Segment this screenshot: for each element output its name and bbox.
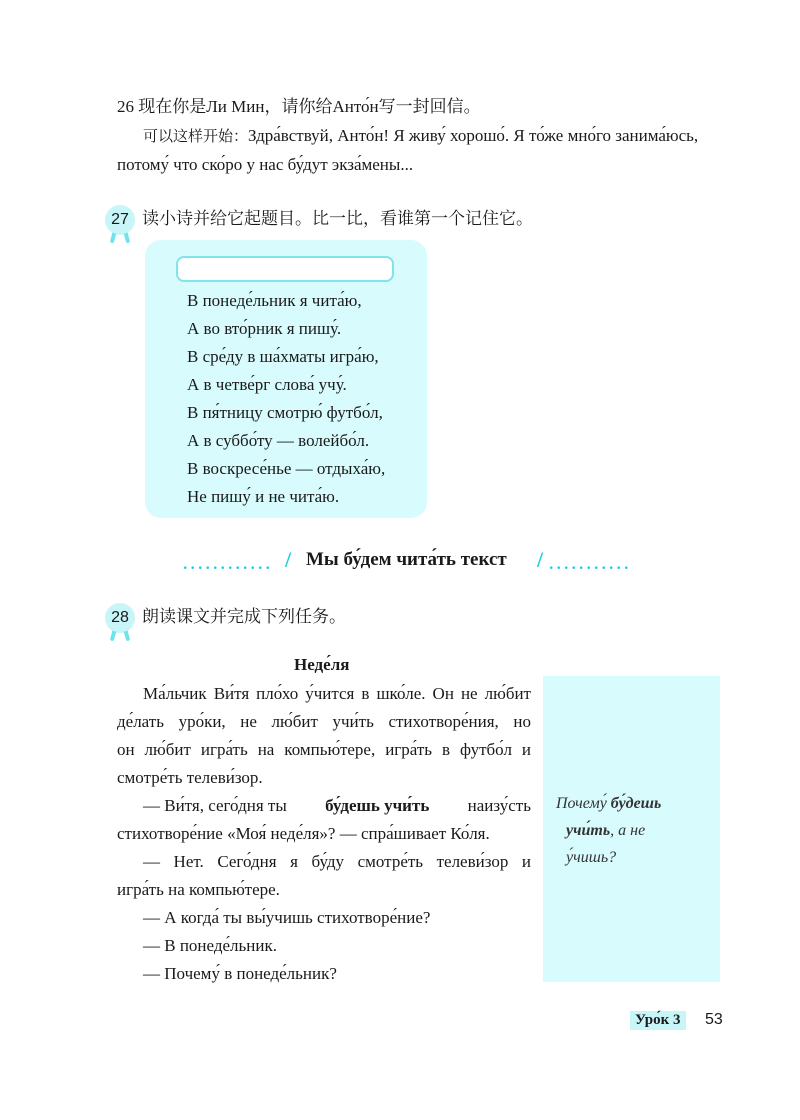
dialog-p2-bold: бу́дешь учи́ть bbox=[325, 796, 430, 815]
page-number: 53 bbox=[705, 1011, 723, 1028]
footer-lesson-label: Уро́к 3 bbox=[630, 1011, 686, 1030]
text-line: — В понеде́льник. bbox=[143, 936, 277, 955]
section-title: Мы бу́дем чита́ть текст bbox=[306, 549, 507, 570]
text-line: — Нет. Сего́дня я бу́ду смотре́ть телеви́зор и bbox=[143, 852, 531, 871]
poem-line: Не пишу́ и не чита́ю. bbox=[187, 487, 340, 506]
task26-line2 bbox=[143, 126, 698, 146]
text-line: — Почему́ в понеде́льник? bbox=[143, 964, 337, 983]
task26-number: 26 bbox=[117, 97, 134, 116]
text-line: он лю́бит игра́ть на компью́тере, игра́ть в футбо́л и bbox=[117, 740, 531, 759]
note-text: , а не bbox=[610, 822, 646, 839]
poem-line: В понеде́льник я чита́ю, bbox=[187, 291, 362, 310]
task28-instruction: 朗读课文并完成下列任务。 bbox=[142, 607, 346, 627]
text-line: де́лать уро́ки, не лю́бит учи́ть стихотворе́ния, но bbox=[117, 712, 531, 731]
task26-cn-part3: 写一封回信。 bbox=[378, 97, 481, 117]
text-line: Ма́льчик Ви́тя пло́хо у́чится в шко́ле. Он не лю́бит bbox=[143, 684, 531, 703]
task26-name1: Ли Мин bbox=[206, 97, 265, 116]
note-bold: учи́ть bbox=[566, 822, 611, 839]
task26-cn-part2: ，请你给 bbox=[264, 97, 333, 117]
grammar-note-line3: у́чишь? bbox=[566, 849, 617, 866]
poem-line: В пя́тницу смотрю́ футбо́л, bbox=[187, 403, 383, 422]
poem-title-field[interactable] bbox=[176, 256, 394, 282]
section-slash-left: / bbox=[285, 547, 292, 572]
task26-cn-part1: 现在你是 bbox=[138, 97, 207, 117]
task28-number: 28 bbox=[111, 609, 129, 626]
grammar-note-line2 bbox=[566, 822, 645, 840]
task26-line1 bbox=[117, 97, 481, 117]
poem-line: А в суббо́ту — волейбо́л. bbox=[187, 431, 370, 450]
text-line bbox=[143, 796, 531, 816]
section-dots-left: ............ bbox=[183, 549, 273, 574]
task28-badge bbox=[105, 603, 135, 633]
dialog-p2-b: наизу́сть bbox=[467, 796, 531, 815]
poem-line: А во вто́рник я пишу́. bbox=[187, 319, 342, 338]
text-line: игра́ть на компью́тере. bbox=[117, 880, 280, 899]
task27-instruction: 读小诗并给它起题目。比一比，看谁第一个记住它。 bbox=[142, 209, 533, 229]
note-text: Почему́ bbox=[556, 795, 607, 812]
poem-line: В сре́ду в ша́хматы игра́ю, bbox=[187, 347, 379, 366]
poem-line: В воскресе́нье — отдыха́ю, bbox=[187, 459, 386, 478]
dialog-p2-a: — Ви́тя, сего́дня ты bbox=[143, 796, 287, 815]
section-dots-right: ........... bbox=[549, 549, 632, 574]
text-title: Неде́ля bbox=[294, 655, 350, 674]
task27-number: 27 bbox=[111, 211, 129, 228]
section-slash-right: / bbox=[537, 547, 544, 572]
text-line: — А когда́ ты вы́учишь стихотворе́ние? bbox=[143, 908, 431, 927]
poem-line: А в четве́рг слова́ учу́. bbox=[187, 375, 347, 394]
text-line: смотре́ть телеви́зор. bbox=[117, 768, 263, 787]
task26-line3: потому́ что ско́ро у нас бу́дут экза́мены... bbox=[117, 155, 414, 174]
text-line: стихотворе́ние «Моя́ неде́ля»? — спра́шивает Ко́ля. bbox=[117, 824, 490, 843]
task26-name2: Анто́н bbox=[332, 97, 379, 116]
task26-letter-start: Здра́вствуй, Анто́н! Я живу́ хорошо́. Я то́же мно́го занима́юсь, bbox=[248, 126, 699, 145]
grammar-note-line1 bbox=[556, 795, 661, 813]
task27-badge bbox=[105, 205, 135, 235]
note-bold: бу́дешь bbox=[610, 795, 662, 812]
task26-start-hint: 可以这样开始： bbox=[143, 127, 249, 145]
